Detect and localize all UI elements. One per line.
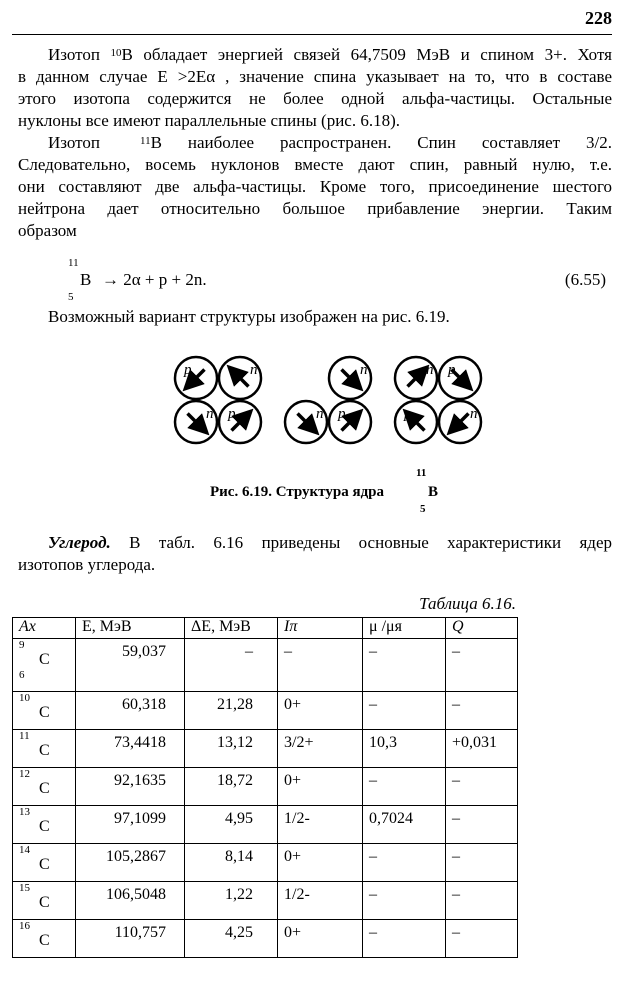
quadrupole-cell: – <box>446 768 518 806</box>
table-row <box>13 730 518 768</box>
nucleon-label: n <box>250 362 258 378</box>
table-row <box>13 768 518 806</box>
proton-circle <box>439 357 481 399</box>
table-row <box>13 882 518 920</box>
table-row <box>13 844 518 882</box>
isotope-cell: 14 C <box>13 844 76 882</box>
spin-cell: – <box>278 639 363 692</box>
text-line: Изотоп $^{10}$B обладает энергией связей 64,7509 МэВ и спином 3+. Хотя <box>48 45 612 64</box>
energy-cell: 60,318 <box>76 692 185 730</box>
proton-circle <box>329 401 371 443</box>
spin-cell: 3/2+ <box>278 730 363 768</box>
nucleon-label: p <box>448 362 456 378</box>
moment-cell: 10,3 <box>363 730 446 768</box>
column-header: Q <box>446 618 518 639</box>
energy-cell: 92,1635 <box>76 768 185 806</box>
column-header: E, МэВ <box>76 618 185 639</box>
text-line: образом <box>18 221 77 240</box>
spin-cell: 0+ <box>278 768 363 806</box>
moment-cell: – <box>363 768 446 806</box>
text-line: они составляют две альфа-частицы. Кроме того, присоединение шестого <box>18 177 612 196</box>
delta-energy-cell: 18,72 <box>185 768 278 806</box>
neutron-circle <box>175 401 217 443</box>
table-header-row <box>13 618 518 639</box>
nucleus-structure-figure <box>160 350 500 450</box>
quadrupole-cell: – <box>446 692 518 730</box>
quadrupole-cell: – <box>446 639 518 692</box>
delta-energy-cell: 13,12 <box>185 730 278 768</box>
neutron-circle <box>439 401 481 443</box>
isotope-cell: 13 C <box>13 806 76 844</box>
nucleon-label: p <box>338 406 346 422</box>
column-header: ΔE, МэВ <box>185 618 278 639</box>
nucleon-label: p <box>404 406 412 422</box>
delta-energy-cell: 4,25 <box>185 920 278 958</box>
neutron-circle <box>219 357 261 399</box>
header-rule <box>12 34 612 35</box>
moment-cell: – <box>363 920 446 958</box>
section-heading: Углерод. <box>48 533 111 552</box>
equation-number: (6.55) <box>564 270 606 289</box>
figure-caption: Рис. 6.19. Структура ядра <box>210 484 384 500</box>
energy-cell: 110,757 <box>76 920 185 958</box>
delta-energy-cell: 8,14 <box>185 844 278 882</box>
neutron-circle <box>329 357 371 399</box>
moment-cell: – <box>363 692 446 730</box>
table-row <box>13 692 518 730</box>
text-line: этого изотопа содержится не более одной альфа-частицы. Остальные <box>18 89 612 108</box>
quadrupole-cell: +0,031 <box>446 730 518 768</box>
table-row <box>13 806 518 844</box>
table-title: Таблица 6.16. <box>419 594 516 613</box>
equation-symbol: B <box>80 270 92 289</box>
equation-rhs: → 2α + p + 2n. <box>102 270 207 289</box>
isotope-cell: 11 C <box>13 730 76 768</box>
column-header: μ /μя <box>363 618 446 639</box>
caption-mass-number: 11 <box>416 467 427 479</box>
spin-cell: 0+ <box>278 844 363 882</box>
page-number: 228 <box>585 8 612 28</box>
nucleon-label: n <box>426 362 434 378</box>
energy-cell: 106,5048 <box>76 882 185 920</box>
proton-circle <box>219 401 261 443</box>
delta-energy-cell: 1,22 <box>185 882 278 920</box>
equation-mass-number: 11 <box>68 257 79 269</box>
moment-cell: – <box>363 639 446 692</box>
isotope-cell: 10 C <box>13 692 76 730</box>
paragraph-carbon <box>18 532 612 576</box>
text-line: нуклоны все имеют параллельные спины (рис. 6.18). <box>18 111 401 130</box>
quadrupole-cell: – <box>446 882 518 920</box>
spin-cell: 1/2- <box>278 806 363 844</box>
isotope-cell: 12 C <box>13 768 76 806</box>
nucleon-label: n <box>470 406 478 422</box>
isotope-cell: 9 C 6 <box>13 639 76 692</box>
nucleon-label: n <box>206 406 214 422</box>
quadrupole-cell: – <box>446 844 518 882</box>
caption-charge-number: 5 <box>420 503 426 515</box>
paragraph-boron10 <box>18 44 612 132</box>
nucleon-label: p <box>228 406 236 422</box>
caption-symbol: B <box>428 484 439 500</box>
text-line: нейтрона дает относительно большое прибавление энергии. Таким <box>18 199 612 218</box>
paragraph-boron11 <box>18 132 612 242</box>
text-line: Следовательно, восемь нуклонов вместе дают спин, равный нулю, т.е. <box>18 155 612 174</box>
energy-cell: 97,1099 <box>76 806 185 844</box>
text-line: изотопов углерода. <box>18 555 156 574</box>
nucleon-label: n <box>360 362 368 378</box>
moment-cell: – <box>363 844 446 882</box>
quadrupole-cell: – <box>446 806 518 844</box>
column-header: Iπ <box>278 618 363 639</box>
table-row <box>13 920 518 958</box>
spin-cell: 0+ <box>278 920 363 958</box>
quadrupole-cell: – <box>446 920 518 958</box>
delta-energy-cell: 4,95 <box>185 806 278 844</box>
text-line: в данном случае E >2Eα , значение спина указывает на то, что в составе <box>18 67 612 86</box>
neutron-circle <box>395 357 437 399</box>
proton-circle <box>175 357 217 399</box>
moment-cell: – <box>363 882 446 920</box>
isotope-cell: 16 C <box>13 920 76 958</box>
paragraph-figure-ref: Возможный вариант структуры изображен на рис. 6.19. <box>48 307 450 326</box>
moment-cell: 0,7024 <box>363 806 446 844</box>
delta-energy-cell: – <box>185 639 278 692</box>
energy-cell: 59,037 <box>76 639 185 692</box>
energy-cell: 73,4418 <box>76 730 185 768</box>
isotope-cell: 15 C <box>13 882 76 920</box>
text-line: Изотоп $^{11}$B наиболее распространен. Спин составляет 3/2. <box>48 133 612 152</box>
spin-cell: 0+ <box>278 692 363 730</box>
text-line: Углерод. В табл. 6.16 приведены основные характеристики ядер <box>48 533 612 552</box>
equation-charge-number: 5 <box>68 291 74 303</box>
nucleon-label: n <box>316 406 324 422</box>
proton-circle <box>395 401 437 443</box>
delta-energy-cell: 21,28 <box>185 692 278 730</box>
nucleon-label: p <box>184 362 192 378</box>
isotope-table <box>12 617 518 958</box>
energy-cell: 105,2867 <box>76 844 185 882</box>
neutron-circle <box>285 401 327 443</box>
column-header: Ax <box>13 618 76 639</box>
table-row <box>13 639 518 692</box>
spin-cell: 1/2- <box>278 882 363 920</box>
